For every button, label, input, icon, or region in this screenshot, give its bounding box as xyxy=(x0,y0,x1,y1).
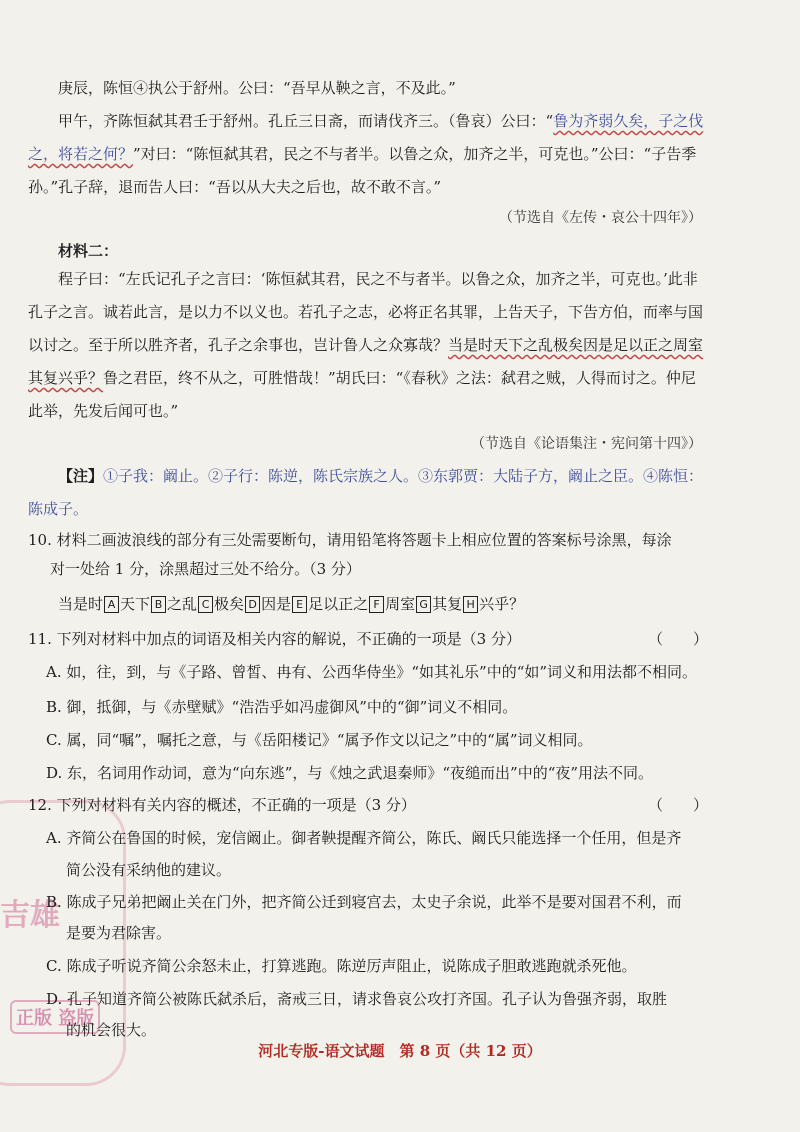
q12-option-d-line1: D. 孔子知道齐简公被陈氏弑杀后，斋戒三日，请求鲁哀公攻打齐国。孔子认为鲁强齐弱，取胜 xyxy=(46,990,668,1008)
q10-box-g[interactable]: G xyxy=(416,596,431,613)
material1-paragraph2: 甲午，齐陈恒弑其君壬于舒州。孔丘三日斋，而请伐齐三。（鲁哀）公曰：“鲁为齐弱久矣，子之伐之，将若之何？”对曰：“陈恒弑其君，民之不与者半。以鲁之众，加齐之半，可克也。”公曰：“子告季孙。”孔子辞，退而告人曰：“吾以从大夫之后也，故不敢不言。” xyxy=(28,112,704,196)
q12-option-d-line2: 的机会很大。 xyxy=(66,1021,157,1039)
page-footer: 河北专版-语文试题 第 8 页（共 12 页） xyxy=(258,1042,542,1060)
material2-heading: 材料二： xyxy=(58,242,119,260)
q12-answer-paren[interactable]: （ ） xyxy=(648,796,709,814)
material1-paragraph1: 庚辰，陈恒④执公于舒州。公曰：“吾早从鞅之言，不及此。” xyxy=(58,79,456,97)
wavy-sentence-2: 当是时天下之乱极矣因是足以正之周室其复兴乎？ xyxy=(28,336,704,387)
note-label: 【注】 xyxy=(58,467,104,485)
q12-option-a-line1: A. 齐简公在鲁国的时候，宠信阚止。御者鞅提醒齐简公，陈氏、阚氏只能选择一个任用，但是齐 xyxy=(46,829,682,847)
watermark-label: 正版 盗版 xyxy=(10,1000,100,1034)
q10-box-a[interactable]: A xyxy=(104,596,119,613)
q10-segment: 其复 xyxy=(432,595,463,613)
q10-segment: 极矣 xyxy=(214,595,245,613)
material2-source: （节选自《论语集注・宪问第十四》） xyxy=(471,436,702,452)
q10-segment: 周室 xyxy=(385,595,416,613)
wavy-sentence-1: 鲁为齐弱久矣，子之伐之，将若之何？ xyxy=(28,112,704,163)
q11-option-b: B. 御，抵御，与《赤壁赋》“浩浩乎如冯虚御风”中的“御”词义不相同。 xyxy=(46,698,518,716)
note xyxy=(28,460,708,526)
q10-box-c[interactable]: C xyxy=(198,596,213,613)
q10-stem-line1: 10. 材料二画波浪线的部分有三处需要断句，请用铅笔将答题卡上相应位置的答案标号涂黑，每涂 xyxy=(28,531,672,549)
q10-box-d[interactable]: D xyxy=(245,596,260,613)
q10-segment: 之乱 xyxy=(167,595,198,613)
q11-option-d: D. 东，名词用作动词，意为“向东逃”，与《烛之武退秦师》“夜缒而出”中的“夜”用法不同。 xyxy=(46,764,654,782)
q10-segment: 兴乎？ xyxy=(479,595,525,613)
watermark-text: 吉雄 xyxy=(0,898,60,933)
q10-stem-line2: 对一处给 1 分，涂黑超过三处不给分。（3 分） xyxy=(50,560,361,578)
q10-box-b[interactable]: B xyxy=(151,596,166,613)
q10-box-h[interactable]: H xyxy=(463,596,478,613)
q11-option-a: A. 如，往，到，与《子路、曾皙、冉有、公西华侍坐》“如其礼乐”中的“如”词义和用法都不相同。 xyxy=(46,663,698,681)
q10-segment: 足以正之 xyxy=(308,595,369,613)
q11-answer-paren[interactable]: （ ） xyxy=(648,630,709,648)
q12-option-b-line1: B. 陈成子兄弟把阚止关在门外，把齐简公迁到寝宫去，太史子余说，此举不是要对国君不利，而 xyxy=(46,893,682,911)
q10-segment: 当是时 xyxy=(58,595,104,613)
q12-stem: 12. 下列对材料有关内容的概述，不正确的一项是（3 分） xyxy=(28,796,416,814)
material2-paragraph: 程子曰：“左氏记孔子之言曰：‘陈恒弑其君，民之不与者半。以鲁之众，加齐之半，可克也。’此非孔子之言。诚若此言，是以力不以义也。若孔子之志，必将正名其罪，上告天子，下告方伯，而率与国以讨之。至于所以胜齐者，孔子之余事也，岂计鲁人之众寡哉？当是时天下之乱极矣因是足以正之周室其复兴乎？鲁之君臣，终不从之，可胜惜哉！”胡氏曰：“《春秋》之法：弑君之贼，人得而讨之。仲尼此举，先发后闻可也。” xyxy=(28,270,704,420)
q10-box-f[interactable]: F xyxy=(369,596,384,613)
q10-sentence-boxes xyxy=(58,593,524,615)
q11-stem: 11. 下列对材料中加点的词语及相关内容的解说，不正确的一项是（3 分） xyxy=(28,630,521,648)
q11-option-c: C. 属，同“嘱”，嘱托之意，与《岳阳楼记》“属予作文以记之”中的“属”词义相同。 xyxy=(46,731,593,749)
q10-segment: 天下 xyxy=(120,595,151,613)
q10-box-e[interactable]: E xyxy=(292,596,307,613)
material1-source: （节选自《左传・哀公十四年》） xyxy=(499,210,702,226)
note-text: ①子我：阚止。②子行：陈逆，陈氏宗族之人。③东郭贾：大陆子方，阚止之臣。④陈恒：陈成子。 xyxy=(28,467,704,518)
q12-option-c: C. 陈成子听说齐简公余怒未止，打算逃跑。陈逆厉声阻止，说陈成子胆敢逃跑就杀死他。 xyxy=(46,957,637,975)
q12-option-a-line2: 简公没有采纳他的建议。 xyxy=(66,861,232,879)
q10-segment: 因是 xyxy=(261,595,292,613)
q12-option-b-line2: 是要为君除害。 xyxy=(66,924,172,942)
